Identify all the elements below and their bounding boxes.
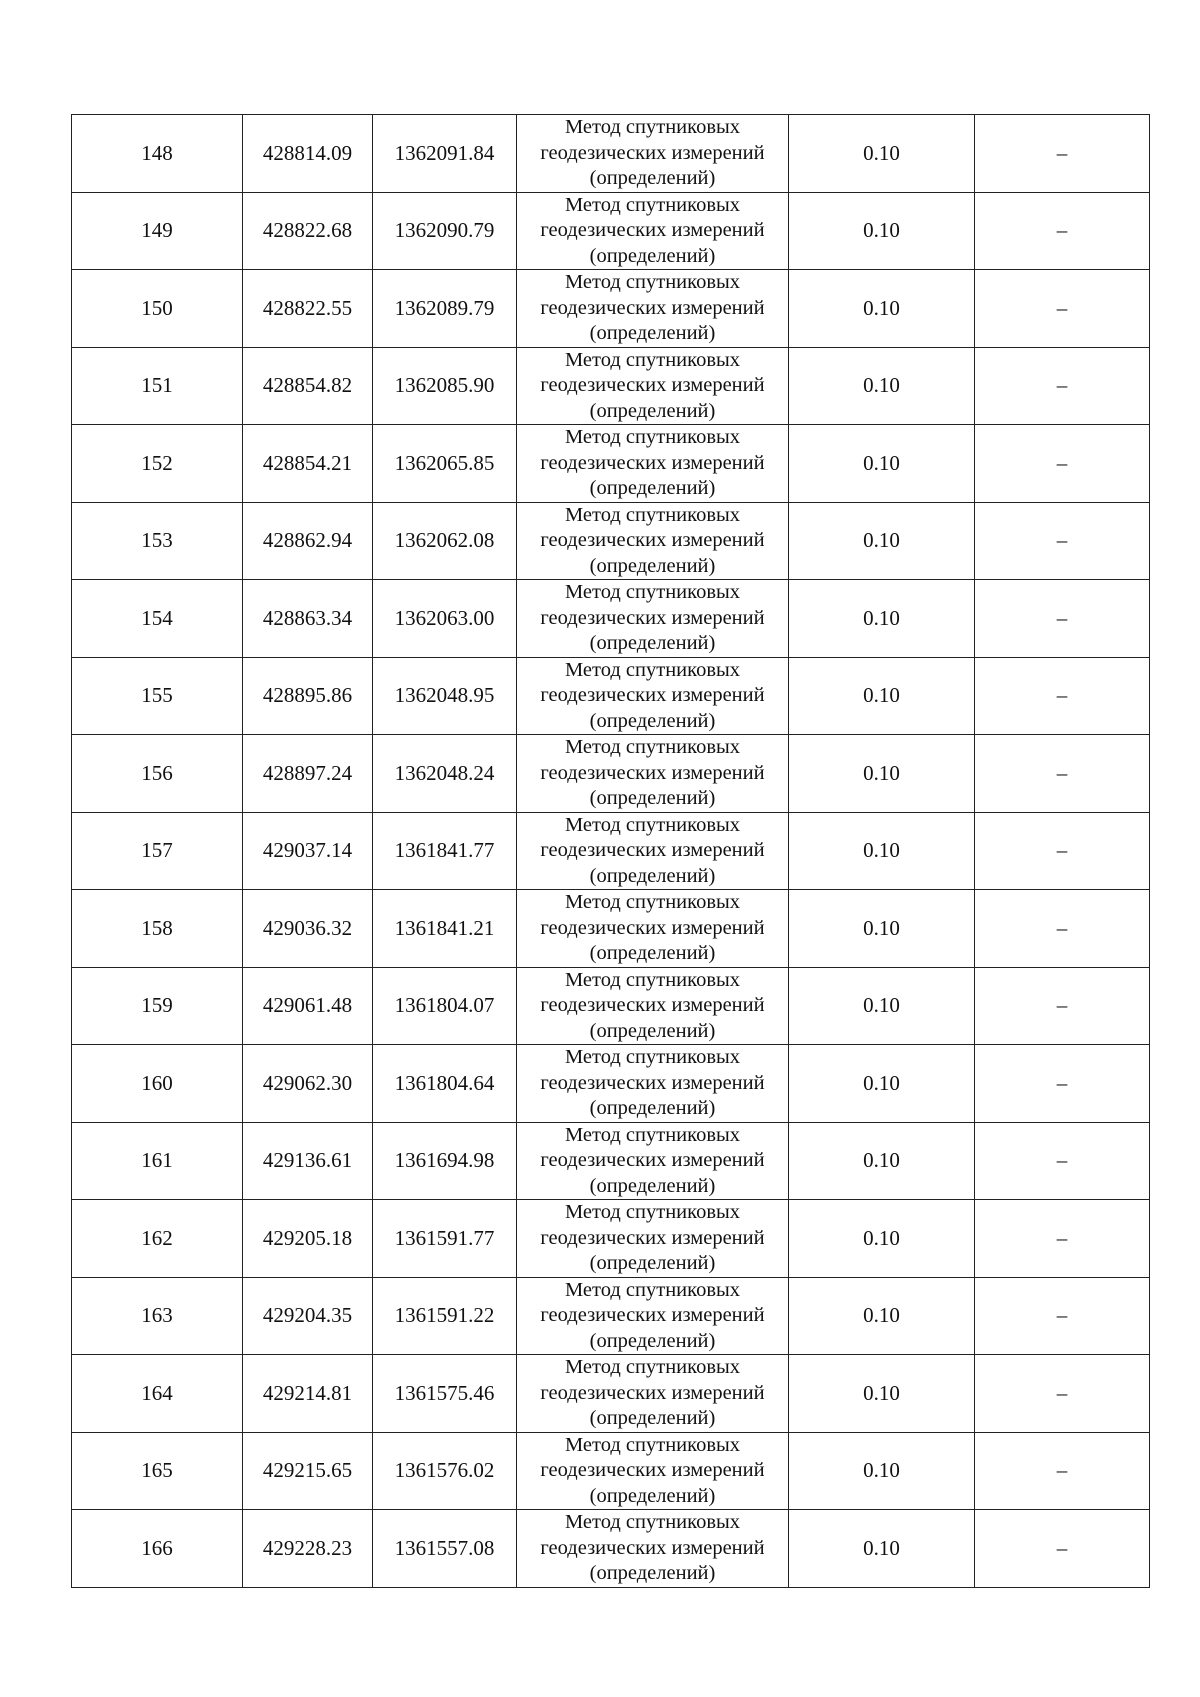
method-line: Метод спутниковых [564, 1511, 741, 1533]
accuracy-cell: 0.10 [789, 967, 975, 1045]
x-coordinate-cell: 428822.55 [243, 270, 373, 348]
note-cell: – [975, 115, 1150, 193]
method-line: геодезических измерений [540, 994, 765, 1016]
y-coordinate-cell: 1361841.77 [373, 812, 517, 890]
y-coordinate-cell: 1361804.07 [373, 967, 517, 1045]
method-line: (определений) [589, 1097, 716, 1119]
method-cell [517, 270, 789, 348]
table-row [72, 502, 1150, 580]
y-coordinate-cell: 1362089.79 [373, 270, 517, 348]
point-number-cell: 160 [72, 1045, 243, 1123]
method-line: (определений) [589, 477, 716, 499]
note-cell: – [975, 1045, 1150, 1123]
x-coordinate-cell: 429214.81 [243, 1355, 373, 1433]
accuracy-cell: 0.10 [789, 502, 975, 580]
y-coordinate-cell: 1361804.64 [373, 1045, 517, 1123]
method-cell [517, 1355, 789, 1433]
table-row [72, 1510, 1150, 1588]
method-line: (определений) [589, 1407, 716, 1429]
method-line: Метод спутниковых [564, 1433, 741, 1456]
note-cell: – [975, 1355, 1150, 1433]
table-row [72, 580, 1150, 658]
method-line: геодезических измерений [540, 606, 765, 629]
method-line: (определений) [589, 1484, 716, 1507]
table-row [72, 890, 1150, 968]
accuracy-cell: 0.10 [789, 890, 975, 968]
method-cell [517, 1045, 789, 1123]
method-line: Метод спутниковых [564, 968, 741, 991]
x-coordinate-cell: 428854.82 [243, 347, 373, 425]
method-cell [517, 812, 789, 890]
method-line: геодезических измерений [540, 1071, 765, 1094]
method-cell [517, 502, 789, 580]
accuracy-cell: 0.10 [789, 1510, 975, 1588]
method-line: геодезических измерений [540, 684, 765, 706]
x-coordinate-cell: 429036.32 [243, 890, 373, 968]
method-line: (определений) [589, 244, 716, 267]
method-line: геодезических измерений [540, 374, 765, 396]
method-cell [517, 735, 789, 813]
y-coordinate-cell: 1362090.79 [373, 192, 517, 270]
x-coordinate-cell: 429061.48 [243, 967, 373, 1045]
method-line: геодезических измерений [540, 1381, 765, 1404]
accuracy-cell: 0.10 [789, 1122, 975, 1200]
point-number-cell: 161 [72, 1122, 243, 1200]
method-line: Метод спутниковых [564, 426, 741, 448]
note-cell: – [975, 1200, 1150, 1278]
table-row [72, 347, 1150, 425]
method-line: (определений) [589, 322, 716, 344]
x-coordinate-cell: 428895.86 [243, 657, 373, 735]
table-row [72, 1200, 1150, 1278]
method-line: Метод спутниковых [564, 116, 741, 138]
method-line: Метод спутниковых [564, 1046, 741, 1068]
accuracy-cell: 0.10 [789, 1045, 975, 1123]
note-cell: – [975, 967, 1150, 1045]
point-number-cell: 154 [72, 580, 243, 658]
method-line: геодезических измерений [540, 451, 765, 474]
method-line: геодезических измерений [540, 141, 765, 164]
method-line: (определений) [589, 1252, 716, 1274]
y-coordinate-cell: 1362048.95 [373, 657, 517, 735]
point-number-cell: 157 [72, 812, 243, 890]
method-line: (определений) [589, 942, 716, 964]
method-line: геодезических измерений [540, 1149, 765, 1171]
table-row [72, 657, 1150, 735]
accuracy-cell: 0.10 [789, 1277, 975, 1355]
accuracy-cell: 0.10 [789, 192, 975, 270]
x-coordinate-cell: 428863.34 [243, 580, 373, 658]
accuracy-cell: 0.10 [789, 115, 975, 193]
y-coordinate-cell: 1361591.77 [373, 1200, 517, 1278]
accuracy-cell: 0.10 [789, 735, 975, 813]
note-cell: – [975, 1122, 1150, 1200]
method-line: Метод спутниковых [564, 891, 741, 913]
method-cell [517, 1122, 789, 1200]
y-coordinate-cell: 1361557.08 [373, 1510, 517, 1588]
method-line: геодезических измерений [540, 296, 765, 319]
y-coordinate-cell: 1362048.24 [373, 735, 517, 813]
accuracy-cell: 0.10 [789, 1355, 975, 1433]
note-cell: – [975, 812, 1150, 890]
point-number-cell: 166 [72, 1510, 243, 1588]
y-coordinate-cell: 1362085.90 [373, 347, 517, 425]
accuracy-cell: 0.10 [789, 657, 975, 735]
method-cell [517, 967, 789, 1045]
method-line: геодезических измерений [540, 916, 765, 939]
method-cell [517, 1510, 789, 1588]
method-line: (определений) [589, 1562, 716, 1584]
table-row [72, 1045, 1150, 1123]
x-coordinate-cell: 429062.30 [243, 1045, 373, 1123]
method-cell [517, 1277, 789, 1355]
table-row [72, 1122, 1150, 1200]
y-coordinate-cell: 1361575.46 [373, 1355, 517, 1433]
y-coordinate-cell: 1362063.00 [373, 580, 517, 658]
method-line: геодезических измерений [540, 839, 765, 861]
method-line: Метод спутниковых [564, 1278, 741, 1301]
note-cell: – [975, 347, 1150, 425]
method-line: Метод спутниковых [564, 736, 741, 758]
point-number-cell: 165 [72, 1432, 243, 1510]
method-cell [517, 1432, 789, 1510]
x-coordinate-cell: 429037.14 [243, 812, 373, 890]
table-row [72, 115, 1150, 193]
y-coordinate-cell: 1361694.98 [373, 1122, 517, 1200]
point-number-cell: 162 [72, 1200, 243, 1278]
note-cell: – [975, 580, 1150, 658]
method-line: Метод спутниковых [564, 1356, 741, 1378]
method-line: (определений) [589, 864, 716, 887]
method-cell [517, 115, 789, 193]
method-line: геодезических измерений [540, 761, 765, 784]
method-line: Метод спутниковых [564, 271, 741, 293]
table-row [72, 735, 1150, 813]
x-coordinate-cell: 428822.68 [243, 192, 373, 270]
point-number-cell: 149 [72, 192, 243, 270]
method-line: (определений) [589, 399, 716, 422]
table-row [72, 1432, 1150, 1510]
y-coordinate-cell: 1362091.84 [373, 115, 517, 193]
method-line: геодезических измерений [540, 1226, 765, 1249]
note-cell: – [975, 1510, 1150, 1588]
point-number-cell: 163 [72, 1277, 243, 1355]
x-coordinate-cell: 428897.24 [243, 735, 373, 813]
point-number-cell: 153 [72, 502, 243, 580]
method-line: (определений) [589, 787, 716, 809]
accuracy-cell: 0.10 [789, 580, 975, 658]
accuracy-cell: 0.10 [789, 270, 975, 348]
method-cell [517, 580, 789, 658]
y-coordinate-cell: 1362062.08 [373, 502, 517, 580]
method-line: (определений) [589, 709, 716, 732]
table-row [72, 812, 1150, 890]
x-coordinate-cell: 429136.61 [243, 1122, 373, 1200]
method-line: (определений) [589, 632, 716, 654]
method-line: (определений) [589, 167, 716, 189]
table-body [72, 115, 1150, 1588]
method-cell [517, 890, 789, 968]
x-coordinate-cell: 428854.21 [243, 425, 373, 503]
method-cell [517, 425, 789, 503]
note-cell: – [975, 270, 1150, 348]
method-line: Метод спутниковых [564, 1201, 741, 1223]
note-cell: – [975, 425, 1150, 503]
note-cell: – [975, 735, 1150, 813]
x-coordinate-cell: 428862.94 [243, 502, 373, 580]
x-coordinate-cell: 428814.09 [243, 115, 373, 193]
note-cell: – [975, 657, 1150, 735]
x-coordinate-cell: 429215.65 [243, 1432, 373, 1510]
point-number-cell: 155 [72, 657, 243, 735]
method-line: Метод спутниковых [564, 503, 741, 526]
method-line: геодезических измерений [540, 219, 765, 241]
table-row [72, 425, 1150, 503]
point-number-cell: 158 [72, 890, 243, 968]
method-line: (определений) [589, 1174, 716, 1197]
method-line: (определений) [589, 1019, 716, 1042]
y-coordinate-cell: 1361841.21 [373, 890, 517, 968]
accuracy-cell: 0.10 [789, 812, 975, 890]
method-line: Метод спутниковых [564, 1123, 741, 1146]
coordinates-table [71, 114, 1150, 1588]
method-line: геодезических измерений [540, 529, 765, 551]
point-number-cell: 156 [72, 735, 243, 813]
table-row [72, 967, 1150, 1045]
note-cell: – [975, 1277, 1150, 1355]
method-line: Метод спутниковых [564, 193, 741, 216]
x-coordinate-cell: 429204.35 [243, 1277, 373, 1355]
point-number-cell: 151 [72, 347, 243, 425]
table-row [72, 1277, 1150, 1355]
point-number-cell: 150 [72, 270, 243, 348]
method-line: геодезических измерений [540, 1536, 765, 1559]
note-cell: – [975, 192, 1150, 270]
table-row [72, 1355, 1150, 1433]
x-coordinate-cell: 429205.18 [243, 1200, 373, 1278]
method-line: Метод спутниковых [564, 348, 741, 371]
method-cell [517, 192, 789, 270]
y-coordinate-cell: 1362065.85 [373, 425, 517, 503]
table-row [72, 192, 1150, 270]
accuracy-cell: 0.10 [789, 425, 975, 503]
point-number-cell: 159 [72, 967, 243, 1045]
accuracy-cell: 0.10 [789, 347, 975, 425]
method-line: геодезических измерений [540, 1304, 765, 1326]
method-cell [517, 1200, 789, 1278]
x-coordinate-cell: 429228.23 [243, 1510, 373, 1588]
method-cell [517, 657, 789, 735]
point-number-cell: 152 [72, 425, 243, 503]
method-line: Метод спутниковых [564, 581, 741, 603]
note-cell: – [975, 890, 1150, 968]
note-cell: – [975, 1432, 1150, 1510]
method-line: Метод спутниковых [564, 813, 741, 836]
accuracy-cell: 0.10 [789, 1432, 975, 1510]
method-cell [517, 347, 789, 425]
point-number-cell: 148 [72, 115, 243, 193]
method-line: (определений) [589, 554, 716, 577]
y-coordinate-cell: 1361591.22 [373, 1277, 517, 1355]
note-cell: – [975, 502, 1150, 580]
method-line: геодезических измерений [540, 1459, 765, 1481]
method-line: (определений) [589, 1329, 716, 1352]
method-line: Метод спутниковых [564, 658, 741, 681]
table-row [72, 270, 1150, 348]
accuracy-cell: 0.10 [789, 1200, 975, 1278]
point-number-cell: 164 [72, 1355, 243, 1433]
y-coordinate-cell: 1361576.02 [373, 1432, 517, 1510]
